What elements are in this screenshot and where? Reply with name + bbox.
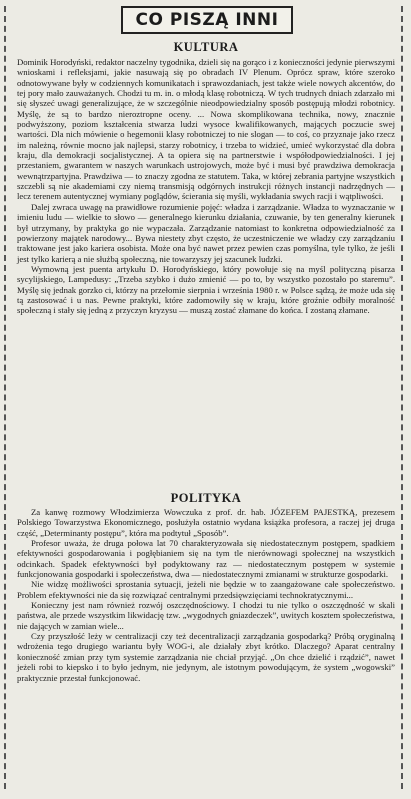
right-margin-border bbox=[401, 6, 407, 789]
kultura-heading: KULTURA bbox=[173, 40, 239, 54]
polityka-paragraph: Nie widzę możliwości sprostania sytuacji, jeżeli nie będzie w to zaangażowane całe społeczeństwo. Problem efektywności nie da się rozwiązać centralnymi przedsięwzięciami technokratycznymi... bbox=[17, 579, 395, 600]
kultura-body bbox=[17, 57, 395, 316]
left-margin-border bbox=[4, 6, 10, 789]
polityka-paragraph: Czy przyszłość leży w centralizacji czy też decentralizacji zarządzania gospodarką? Próbą oryginalną wdrożenia tego drugiego wariantu były WOG-i, ale działały zbyt krótko. Dlaczego? Aparat centralny konieczność zmian przy tym systemie zarządzania nie chciał przyjąć. „On chce dzielić i rządzić”, nawet jeżeli robi to kiepsko i to było jednym, nie jedynym, ale istotnym powodującym, że system „wogowski” praktycznie przestał funkcjonować. bbox=[17, 631, 395, 683]
column-header-box bbox=[121, 6, 293, 34]
polityka-paragraph: Profesor uważa, że druga połowa lat 70 charakteryzowała się niedostatecznym postępem, spadkiem efektywności gospodarowania i pogłębianiem się na tym tle nierównowagi społecznej na wszystkich odcinkach. Spadek efektywności był podyktowany raz — niedostatecznym postępem w systemie funkcjonowania gospodarki i społeczeństwa, dwa — niedostatecznymi zmianami w strukturze gospodarki. bbox=[17, 538, 395, 580]
column-title: CO PISZĄ INNI bbox=[135, 10, 279, 30]
kultura-section bbox=[17, 40, 395, 316]
polityka-paragraph: Konieczny jest nam również rozwój oszczędnościowy. I chodzi tu nie tylko o oszczędność w skali państwa, ale przede wszystkim likwidację tzw. „wygodnych gniazdeczek”, uwitych kosztem społeczeństwa, nie dających w zamian wiele... bbox=[17, 600, 395, 631]
polityka-section bbox=[17, 491, 395, 683]
kultura-paragraph: Dalej zwraca uwagę na prawidłowe rozumienie pojęć: władza i zarządzanie. Władza to wyznaczanie w imieniu ludu — wielkie to słowo — generalnego kierunku działania, czuwanie, by ten generalny kierunek był utrzymany, by praktyka go nie wypaczała. Zarządzanie natomiast to konkretna odpowiedzialność za powierzony majątek narodowy... Bywa niestety zbyt często, że uczestniczenie we władzy czy zarządzaniu traktowane jest jako kariera osobista. Może ona być nawet przez pewien czas pomyślna, tyle tylko, że jeśli jest tylko karierą a nie służbą społeczną, nie towarzyszy jej szacunek ludzki. bbox=[17, 201, 395, 264]
kultura-paragraph: Dominik Horodyński, redaktor naczelny tygodnika, dzieli się na gorąco i z konieczności jedynie pierwszymi wnioskami i refleksjami, jakie nasuwają się po obradach IV Plenum. Oprócz spraw, które szeroko odnotowywane były w codziennych komunikatach i sprawozdaniach, jest także wiele nowych akcentów, do tej pory mało zauważanych. Chodzi tu m. in. o młodą klasę robotniczą. W tych trudnych dniach zdarzało mi się słyszeć uwagi generalizujące, że w szczególnie nieodpowiedzialny sposób postępują młodzi robotnicy. Myślę, że są to bardzo nieroztropne oceny. ... Nowa skomplikowana technika, nowy, znacznie podwyższony, poziom kształcenia stwarza ludzi wysoce kwalifikowanych, mających poczucie swej wartości. Dla nich mówienie o hegemonii klasy robotniczej to nie slogan — to coś, co przyznaje jako rzecz im należną, równie mocno jak najlepsi, starzy robotnicy, i trzeba to widzieć, umieć wykorzystać dla dobra kraju, dla demokracji socjalistycznej. A ta opiera się na partnerstwie i współodpowiedzialności. I jej przestaniem, gwarantem w naszych warunkach ustrojowych, może być i musi być prawdziwa demokracja wewnątrzpartyjna. Prawdziwa — to znaczy zgodna ze statutem. Taka, w której zebrania partyjne wszystkich szczebli są nie akademiami czy niemą transmisją odgórnych instrukcji różnych instancji nadrzędnych — lecz terenem autentycznej wymiany poglądów, ścierania się myśli, wykładania swych racji i wątpliwości. bbox=[17, 57, 395, 202]
kultura-paragraph: Wymowną jest puenta artykułu D. Horodyńskiego, który powołuje się na myśl polityczną pisarza sycylijskiego, Lampedusy: „Trzeba szybko i dużo zmienić — po to, by wszystko pozostało po staremu”. Myślę się jednak gorzko ci, którzy na przełomie sierpnia i września 1980 r. w Polsce sądzą, że może uda się tą zastosować i u nas. Pewne praktyki, które zadomowiły się w kraju, które groźnie odbiły moralność społeczną i stały się jedną z przyczyn kryzysu — muszą zostać złamane do końca. I zostaną złamane. bbox=[17, 263, 395, 316]
polityka-body bbox=[17, 507, 395, 683]
polityka-paragraph: Za kanwę rozmowy Włodzimierza Wowczuka z prof. dr. hab. JÓZEFEM PAJESTKĄ, prezesem Polskiego Towarzystwa Ekonomicznego, posłużyła ostatnio wydana książka profesora, a raczej jej druga część, „Determinanty postępu”, która ma podtytuł „Sposób”. bbox=[17, 507, 395, 538]
polityka-heading: POLITYKA bbox=[170, 491, 242, 505]
